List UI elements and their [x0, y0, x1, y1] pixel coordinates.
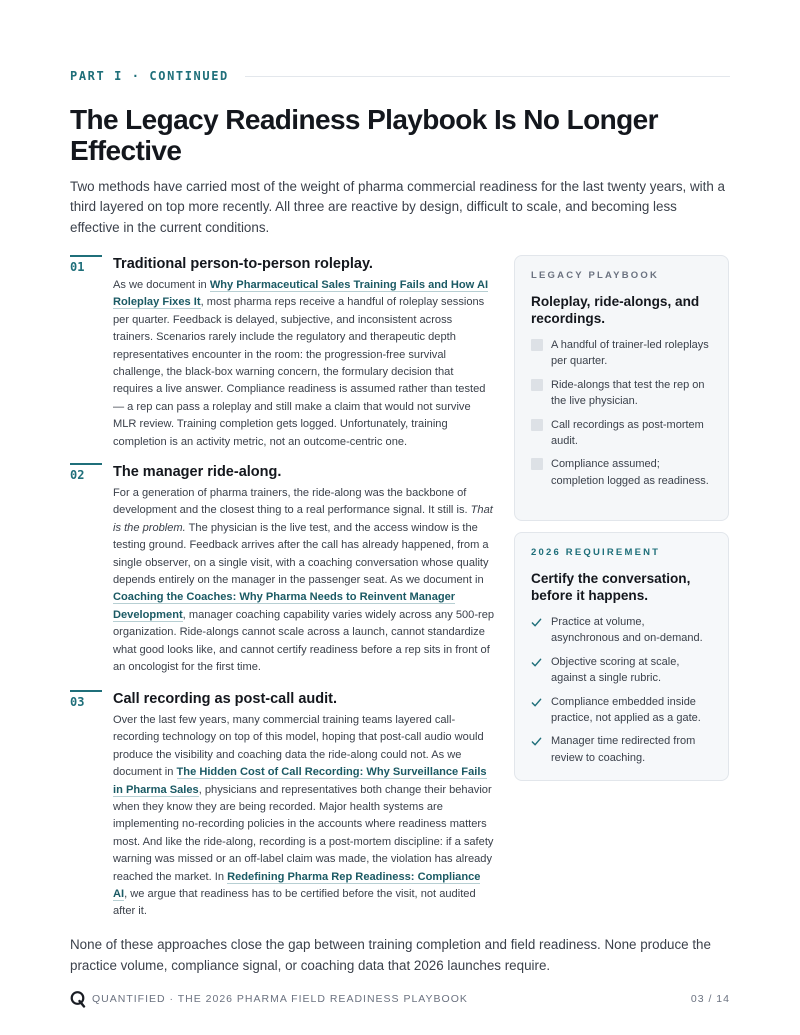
article-link-roleplay[interactable]: Why Pharmaceutical Sales Training Fails and How AI Roleplay Fixes It: [113, 279, 489, 309]
section-eyebrow: PART I · CONTINUED: [70, 69, 229, 83]
section-ride-along: [70, 463, 495, 690]
card-title: Roleplay, ride-alongs, and recordings.: [531, 294, 700, 326]
list-item: Manager time redirected from review to coaching.: [531, 733, 712, 766]
page-footer: [70, 990, 730, 1008]
card-label: LEGACY PLAYBOOK: [531, 270, 660, 281]
page-number: 03 / 14: [690, 993, 730, 1005]
list-item: Practice at volume, asynchronous and on-demand.: [531, 614, 712, 647]
section-number: 02: [70, 463, 102, 482]
footer-title: QUANTIFIED · THE 2026 PHARMA FIELD READINESS PLAYBOOK: [92, 993, 468, 1005]
section-body: As we document in Why Pharmaceutical Sales Training Fails and How AI Roleplay Fixes It, most pharma reps receive a handful of roleplay sessions per quarter. Feedback is delayed, subjective, and inconsistent across trainers. Scenarios rarely include the regulatory and therapeutic depth representatives encounter in the room: the progression-free survival challenge, the black-box warning concern, the formulary decision that requires a live answer. Compliance readiness is assumed rather than tested — a rep can pass a roleplay and still make a claim that would not survive MLR review. Training completion gets logged. Unfortunately, training completion is an activity metric, not an outcome-centric one.: [113, 279, 489, 448]
checkmark-icon: [531, 697, 542, 708]
intro-paragraph: Two methods have carried most of the weight of pharma commercial readiness for the last twenty years, with a third layered on top more recently. All three are reactive by design, difficult to scale, and becoming less effective in the current conditions.: [70, 179, 725, 235]
section-number: 03: [70, 690, 102, 709]
eyebrow-row: [70, 69, 730, 83]
list-item: A handful of trainer-led roleplays per quarter.: [531, 337, 712, 370]
square-bullet-icon: [531, 339, 543, 351]
card-title: Certify the conversation, before it happens.: [531, 571, 691, 603]
square-bullet-icon: [531, 419, 543, 431]
section-title: Traditional person-to-person roleplay.: [113, 256, 373, 272]
section-call-recording: [70, 690, 495, 921]
section-roleplay: [70, 255, 495, 463]
requirement-list: [531, 614, 712, 766]
list-item: Objective scoring at scale, against a single rubric.: [531, 654, 712, 687]
square-bullet-icon: [531, 379, 543, 391]
page-title: The Legacy Readiness Playbook Is No Longer Effective: [70, 104, 658, 166]
list-item: Ride-alongs that test the rep on the live physician.: [531, 377, 712, 410]
checkmark-icon: [531, 617, 542, 628]
section-body: For a generation of pharma trainers, the ride-along was the backbone of development and the closest thing to a real performance signal. It still is. That is the problem. The physician is the live test, and the access window is the testing ground. Feedback arrives after the call has already happened, from a single observer, on a single visit, with a coaching conversation whose quality depends entirely on the manager in the passenger seat. As we document in Coaching the Coaches: Why Pharma Needs to Reinvent Manager Development, manager coaching capability varies widely across any 500-rep organization. Ride-alongs cannot scale across a launch, cannot standardize what good looks like, and cannot certify readiness before a rep sits in front of an oncologist for the first time.: [113, 487, 495, 674]
list-item: Call recordings as post-mortem audit.: [531, 417, 712, 450]
sections-column: [70, 255, 495, 921]
article-link-call-recording[interactable]: The Hidden Cost of Call Recording: Why Surveillance Fails in Pharma Sales: [113, 766, 487, 796]
section-title: Call recording as post-call audit.: [113, 691, 337, 707]
article-link-coaching[interactable]: Coaching the Coaches: Why Pharma Needs to Reinvent Manager Development: [113, 591, 456, 621]
checkmark-icon: [531, 657, 542, 668]
closing-paragraph: None of these approaches close the gap between training completion and field readiness. None produce the practice volume, compliance signal, or coaching data that 2026 launches require.: [70, 937, 711, 973]
eyebrow-divider: [245, 76, 730, 77]
section-number: 01: [70, 255, 102, 274]
section-title: The manager ride-along.: [113, 464, 282, 480]
legacy-playbook-card: [514, 255, 729, 521]
legacy-list: [531, 337, 712, 489]
list-item: Compliance assumed; completion logged as readiness.: [531, 456, 712, 489]
article-link-compliance-ai[interactable]: Redefining Pharma Rep Readiness: Compliance AI: [113, 870, 481, 901]
square-bullet-icon: [531, 458, 543, 470]
quantified-logo-icon: [70, 990, 86, 1008]
list-item: Compliance embedded inside practice, not applied as a gate.: [531, 694, 712, 727]
section-body: Over the last few years, many commercial training teams layered call-recording technology on top of this model, hoping that post-call audio would produce the visibility and coaching data the ride-along could not. As we document in The Hidden Cost of Call Recording: Why Surveillance Fails in Pharma Sales, physicians and representatives both change their behavior when they know they are being recorded. Major health systems are implementing no-recording policies in the accounts where readiness matters most. And like the ride-along, recording is a post-mortem discipline: if a safety warning was missed or an off-label claim was made, the violation has already reached the market. In Redefining Pharma Rep Readiness: Compliance AI, we argue that readiness has to be certified before the visit, not audited after it.: [113, 714, 494, 918]
card-label: 2026 REQUIREMENT: [531, 547, 661, 558]
requirement-card: [514, 532, 729, 781]
checkmark-icon: [531, 736, 542, 747]
